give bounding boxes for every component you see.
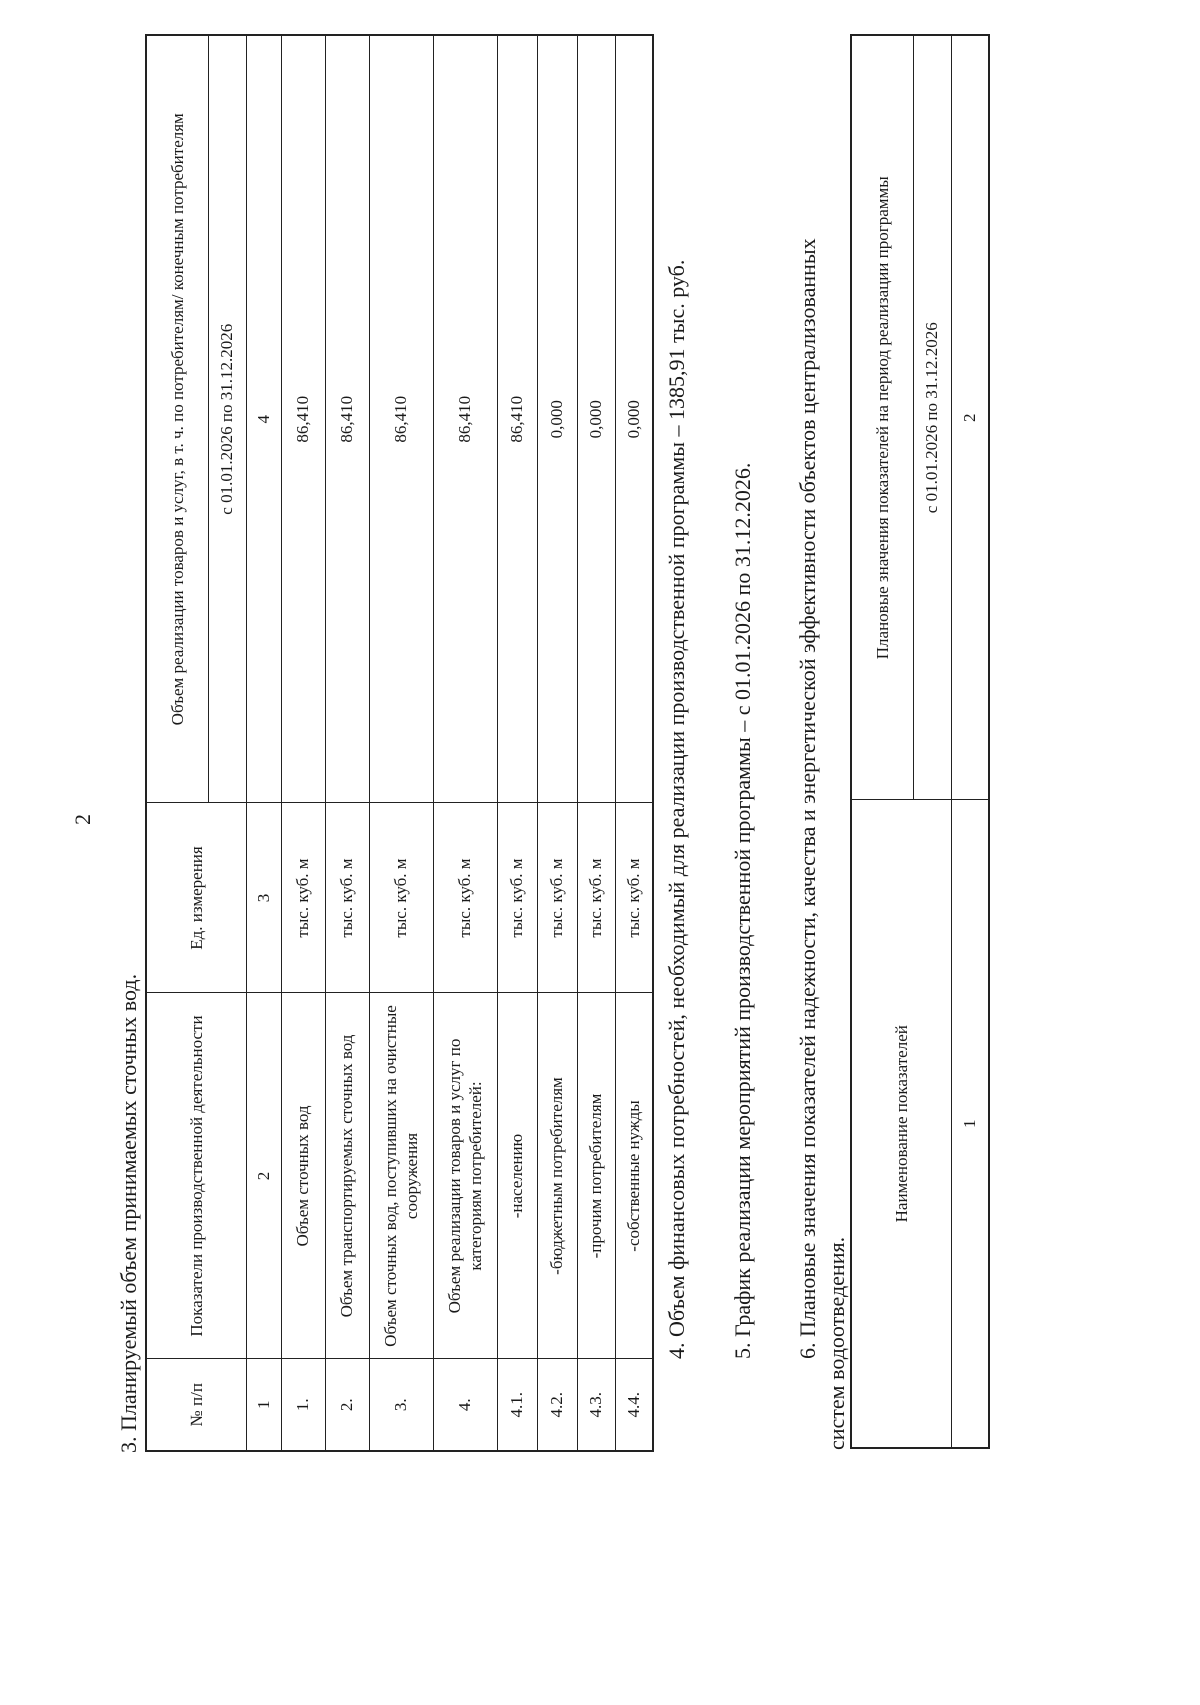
row-unit: тыс. куб. м [577,803,615,993]
row-value: 0,000 [615,35,653,803]
table-row [281,35,325,1451]
section4-financial-needs: 4. Объем финансовых потребностей, необходимый для реализации производственной программы – 1385,91 тыс. руб. [664,259,689,1359]
table6-colnum-row [951,35,989,1448]
row-name: Объем сточных вод, поступивших на очистные сооружения [369,993,433,1359]
row-unit: тыс. куб. м [325,803,369,993]
table-row [497,35,537,1451]
row-num: 4.2. [537,1359,577,1451]
row-num: 2. [325,1359,369,1451]
table-row [325,35,369,1451]
row-value: 86,410 [281,35,325,803]
row-name: Объем транспортируемых сточных вод [325,993,369,1359]
row-num: 4. [433,1359,497,1451]
table3-colnum-row [246,35,281,1451]
row-unit: тыс. куб. м [433,803,497,993]
header-indicator: Показатели производственной деятельности [146,993,246,1359]
row-name: Объем реализации товаров и услуг по категориям потребителей: [433,993,497,1359]
row-value: 86,410 [433,35,497,803]
row-num: 1. [281,1359,325,1451]
col-number: 1 [951,800,989,1448]
col-number: 1 [246,1359,281,1451]
row-name: Объем сточных вод [281,993,325,1359]
section6-title-line1: 6. Плановые значения показателей надежности, качества и энергетической эффективности объектов централизованных [795,238,820,1359]
table-row [615,35,653,1451]
row-value: 0,000 [577,35,615,803]
wastewater-volume-table [145,34,654,1452]
table-row [537,35,577,1451]
table-row [577,35,615,1451]
header-num: № п/п [146,1359,246,1451]
section6-title-line2: систем водоотведения. [824,1236,849,1450]
row-value: 0,000 [537,35,577,803]
row-name: -собственные нужды [615,993,653,1359]
table-row [433,35,497,1451]
row-unit: тыс. куб. м [497,803,537,993]
row-num: 4.3. [577,1359,615,1451]
row-value: 86,410 [497,35,537,803]
row-value: 86,410 [369,35,433,803]
row-unit: тыс. куб. м [369,803,433,993]
col-number: 4 [246,35,281,803]
row-unit: тыс. куб. м [537,803,577,993]
col-number: 2 [246,993,281,1359]
header-period: с 01.01.2026 по 31.12.2026 [208,35,246,803]
table3-header-row [146,35,208,1451]
row-num: 4.1. [497,1359,537,1451]
reliability-indicators-table [850,34,990,1449]
row-name: -прочим потребителям [577,993,615,1359]
header-indicator-name: Наименование показателей [851,800,951,1448]
row-unit: тыс. куб. м [281,803,325,993]
row-unit: тыс. куб. м [615,803,653,993]
col-number: 2 [951,35,989,800]
section5-schedule: 5. График реализации мероприятий производственной программы – с 01.01.2026 по 31.12.2026. [730,462,755,1359]
row-name: -населению [497,993,537,1359]
section3-title: 3. Планируемый объем принимаемых сточных вод. [116,973,141,1453]
row-num: 4.4. [615,1359,653,1451]
col-number: 3 [246,803,281,993]
row-name: -бюджетным потребителям [537,993,577,1359]
row-num: 3. [369,1359,433,1451]
header-planned-values: Плановые значения показателей на период реализации программы [851,35,913,800]
page-number: 2 [70,814,95,825]
header-unit: Ед. измерения [146,803,246,993]
header-volume: Объем реализации товаров и услуг, в т. ч. по потребителям/ конечным потребителям [146,35,208,803]
header-period: с 01.01.2026 по 31.12.2026 [913,35,951,800]
row-value: 86,410 [325,35,369,803]
table-row [369,35,433,1451]
table6-header-row [851,35,913,1448]
